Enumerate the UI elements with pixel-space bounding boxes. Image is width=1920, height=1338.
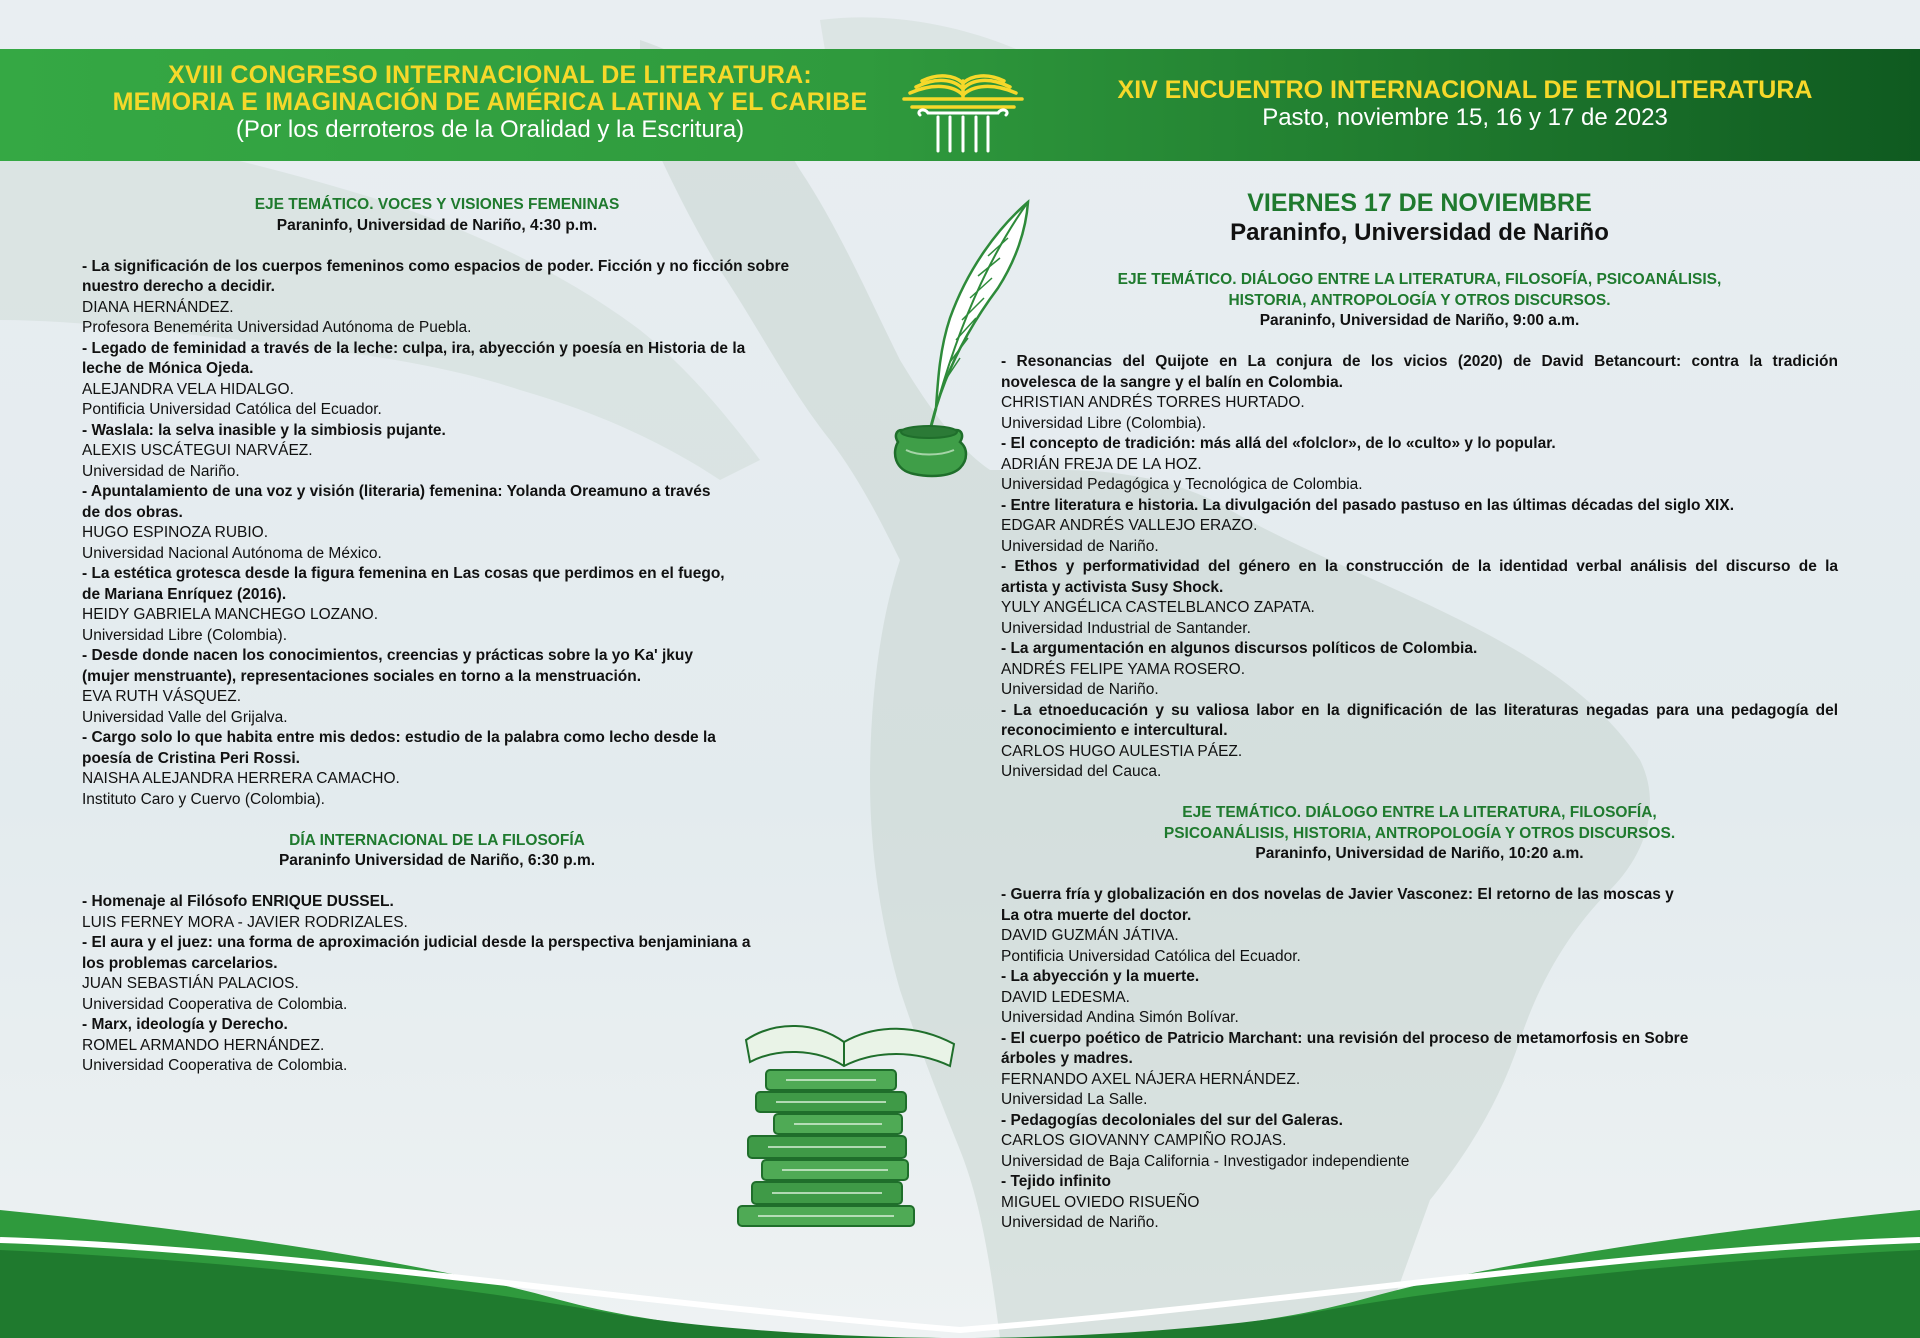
- talk-title: (mujer menstruante), representaciones sociales en torno a la menstruación.: [82, 667, 642, 685]
- header-banner: [0, 49, 1920, 161]
- talk-title: reconocimiento e intercultural.: [1001, 722, 1228, 739]
- talk-title: - El concepto de tradición: más allá del «folclor», de lo «culto» y lo popular.: [1001, 435, 1556, 452]
- talk-item: [1001, 701, 1838, 783]
- section-heading: DÍA INTERNACIONAL DE LA FILOSOFÍA: [289, 831, 585, 849]
- talk-institution: Universidad Valle del Grijalva.: [82, 708, 288, 726]
- talk-title: - La estética grotesca desde la figura femenina en Las cosas que perdimos en el fuego,: [82, 565, 725, 582]
- talk-author: FERNANDO AXEL NÁJERA HERNÁNDEZ.: [1001, 1070, 1301, 1088]
- section-heading: EJE TEMÁTICO. VOCES Y VISIONES FEMENINAS: [254, 196, 620, 213]
- talk-author: CHRISTIAN ANDRÉS TORRES HURTADO.: [1001, 394, 1305, 411]
- talk-title: de Mariana Enríquez (2016).: [82, 585, 287, 603]
- talk-institution: Universidad de Baja California - Investigador independiente: [1001, 1152, 1410, 1170]
- talk-author: HEIDY GABRIELA MANCHEGO LOZANO.: [82, 606, 379, 623]
- talk-author: EDGAR ANDRÉS VALLEJO ERAZO.: [1001, 517, 1258, 534]
- meeting-title-block: [1085, 76, 1845, 132]
- talk-institution: Pontificia Universidad Católica del Ecuador.: [82, 401, 382, 418]
- talk-item: [1001, 967, 1838, 1029]
- talk-title: - La etnoeducación y su valiosa labor en la dignificación de las literaturas negadas para una pedagogía del: [1001, 701, 1838, 719]
- talk-institution: Instituto Caro y Cuervo (Colombia).: [82, 790, 325, 808]
- talk-author: ALEJANDRA VELA HIDALGO.: [82, 380, 294, 398]
- congress-subtitle: (Por los derroteros de la Oralidad y la Escritura): [235, 116, 745, 143]
- talk-title: - Legado de feminidad a través de la leche: culpa, ira, abyección y poesía en Historia de la: [82, 339, 746, 357]
- talk-list: [82, 892, 792, 1077]
- right-program-column: [1001, 188, 1838, 1234]
- talk-author: ADRIÁN FREJA DE LA HOZ.: [1001, 455, 1202, 473]
- talk-institution: Universidad Cooperativa de Colombia.: [82, 995, 348, 1013]
- talk-institution: Universidad Nacional Autónoma de México.: [82, 544, 382, 562]
- congress-title-line1: XVIII CONGRESO INTERNACIONAL DE LITERATURA:: [168, 61, 812, 89]
- talk-title: - Guerra fría y globalización en dos novelas de Javier Vasconez: El retorno de las moscas y: [1001, 886, 1674, 903]
- talk-title: - El aura y el juez: una forma de aproximación judicial desde la perspectiva benjaminiana a: [82, 934, 751, 951]
- talk-institution: Universidad Industrial de Santander.: [1001, 619, 1251, 637]
- talk-item: [82, 1015, 792, 1077]
- talk-list: [1001, 885, 1838, 1234]
- talk-item: [1001, 496, 1838, 558]
- talk-author: HUGO ESPINOZA RUBIO.: [82, 524, 269, 541]
- talk-title: - La argumentación en algunos discursos políticos de Colombia.: [1001, 640, 1478, 657]
- talk-title: nuestro derecho a decidir.: [82, 278, 275, 295]
- talk-title: leche de Mónica Ojeda.: [82, 360, 254, 377]
- talk-title: poesía de Cristina Peri Rossi.: [82, 749, 300, 767]
- talk-author: NAISHA ALEJANDRA HERRERA CAMACHO.: [82, 770, 400, 787]
- talk-item: [1001, 1111, 1838, 1173]
- talk-title: - Ethos y performatividad del género en la construcción de la identidad verbal análisis del discurso de la: [1001, 558, 1838, 575]
- talk-item: [1001, 1172, 1838, 1234]
- talk-item: [82, 646, 792, 728]
- congress-title-block: [100, 62, 880, 143]
- open-book-column-icon: [898, 55, 1028, 155]
- talk-author: MIGUEL OVIEDO RISUEÑO: [1001, 1193, 1200, 1211]
- talk-title: La otra muerte del doctor.: [1001, 906, 1192, 924]
- talk-item: [1001, 1029, 1838, 1111]
- talk-author: YULY ANGÉLICA CASTELBLANCO ZAPATA.: [1001, 599, 1315, 616]
- section-dia-filosofia: [82, 831, 792, 1077]
- talk-title: - Resonancias del Quijote en La conjura de los vicios (2020) de David Betancourt: contra la tradición: [1001, 353, 1838, 370]
- congress-title-line2: MEMORIA E IMAGINACIÓN DE AMÉRICA LATINA Y EL CARIBE: [112, 88, 868, 116]
- talk-author: LUIS FERNEY MORA - JAVIER RODRIZALES.: [82, 913, 408, 931]
- talk-institution: Universidad Andina Simón Bolívar.: [1001, 1009, 1239, 1026]
- talk-title: los problemas carcelarios.: [82, 954, 278, 972]
- talk-title: - Pedagogías decoloniales del sur del Galeras.: [1001, 1111, 1343, 1129]
- talk-title: - El cuerpo poético de Patricio Marchant: una revisión del proceso de metamorfosis en Sobre: [1001, 1029, 1689, 1047]
- section-venue: Paraninfo Universidad de Nariño, 6:30 p.m.: [278, 852, 596, 869]
- talk-institution: Pontificia Universidad Católica del Ecuador.: [1001, 947, 1301, 965]
- talk-institution: Universidad Libre (Colombia).: [1001, 414, 1207, 432]
- section-heading: PSICOANÁLISIS, HISTORIA, ANTROPOLOGÍA Y OTROS DISCURSOS.: [1163, 824, 1676, 842]
- meeting-date-place: Pasto, noviembre 15, 16 y 17 de 2023: [1262, 104, 1668, 131]
- talk-author: ANDRÉS FELIPE YAMA ROSERO.: [1001, 660, 1246, 678]
- talk-institution: Universidad La Salle.: [1001, 1091, 1148, 1108]
- talk-title: - Waslala: la selva inasible y la simbiosis pujante.: [82, 421, 446, 439]
- section-dialogo-1020am: [1001, 803, 1838, 1234]
- talk-title: novelesca de la sangre y el balín en Colombia.: [1001, 373, 1343, 391]
- talk-title: - Apuntalamiento de una voz y visión (literaria) femenina: Yolanda Oreamuno a través: [82, 483, 711, 500]
- talk-title: - Desde donde nacen los conocimientos, creencias y prácticas sobre la yo Ka' jkuy: [82, 647, 693, 664]
- talk-author: JUAN SEBASTIÁN PALACIOS.: [82, 975, 299, 992]
- talk-item: [82, 257, 792, 339]
- section-heading: EJE TEMÁTICO. DIÁLOGO ENTRE LA LITERATURA, FILOSOFÍA, PSICOANÁLISIS,: [1117, 271, 1722, 288]
- section-heading: HISTORIA, ANTROPOLOGÍA Y OTROS DISCURSOS.: [1228, 291, 1611, 309]
- talk-item: [82, 892, 792, 933]
- section-voces-femeninas: [82, 195, 792, 810]
- talk-title: artista y activista Susy Shock.: [1001, 578, 1224, 596]
- talk-institution: Universidad Pedagógica y Tecnológica de Colombia.: [1001, 476, 1363, 493]
- talk-item: [1001, 434, 1838, 496]
- talk-institution: Universidad de Nariño.: [82, 462, 240, 480]
- talk-institution: Universidad de Nariño.: [1001, 537, 1159, 555]
- talk-title: árboles y madres.: [1001, 1050, 1133, 1067]
- meeting-title: XIV ENCUENTRO INTERNACIONAL DE ETNOLITERATURA: [1117, 76, 1813, 104]
- talk-title: - Marx, ideología y Derecho.: [82, 1016, 288, 1033]
- talk-title: - Cargo solo lo que habita entre mis dedos: estudio de la palabra como lecho desde la: [82, 729, 716, 746]
- talk-institution: Universidad Libre (Colombia).: [82, 626, 288, 644]
- talk-title: - Entre literatura e historia. La divulgación del pasado pastuso en las últimas décadas del siglo XIX.: [1001, 496, 1735, 514]
- talk-item: [82, 728, 792, 810]
- day-title: VIERNES 17 DE NOVIEMBRE: [1247, 189, 1592, 217]
- talk-author: CARLOS GIOVANNY CAMPIÑO ROJAS.: [1001, 1132, 1287, 1149]
- left-program-column: [82, 195, 792, 1077]
- talk-institution: Profesora Benemérita Universidad Autónoma de Puebla.: [82, 319, 472, 336]
- talk-institution: Universidad de Nariño.: [1001, 1214, 1159, 1231]
- day-venue: Paraninfo, Universidad de Nariño: [1230, 219, 1609, 246]
- talk-title: - La significación de los cuerpos femeninos como espacios de poder. Ficción y no ficción sobre: [82, 257, 790, 275]
- talk-title: - La abyección y la muerte.: [1001, 968, 1200, 985]
- talk-institution: Universidad Cooperativa de Colombia.: [82, 1057, 348, 1074]
- talk-title: de dos obras.: [82, 503, 183, 521]
- talk-institution: Universidad de Nariño.: [1001, 681, 1159, 698]
- talk-item: [82, 564, 792, 646]
- talk-item: [1001, 639, 1838, 701]
- talk-author: ALEXIS USCÁTEGUI NARVÁEZ.: [82, 442, 313, 459]
- talk-author: ROMEL ARMANDO HERNÁNDEZ.: [82, 1036, 325, 1054]
- talk-title: - Homenaje al Filósofo ENRIQUE DUSSEL.: [82, 893, 394, 910]
- talk-author: DAVID LEDESMA.: [1001, 988, 1130, 1006]
- talk-item: [1001, 557, 1838, 639]
- talk-author: DIANA HERNÁNDEZ.: [82, 298, 234, 316]
- talk-list: [82, 257, 792, 811]
- talk-item: [1001, 352, 1838, 434]
- section-venue: Paraninfo, Universidad de Nariño, 10:20 a.m.: [1255, 845, 1584, 862]
- talk-list: [1001, 352, 1838, 783]
- section-venue: Paraninfo, Universidad de Nariño, 4:30 p.m.: [276, 216, 598, 234]
- section-venue: Paraninfo, Universidad de Nariño, 9:00 a.m.: [1259, 312, 1580, 329]
- talk-institution: Universidad del Cauca.: [1001, 763, 1162, 780]
- talk-item: [82, 339, 792, 421]
- talk-item: [1001, 885, 1838, 967]
- talk-item: [82, 482, 792, 564]
- talk-title: - Tejido infinito: [1001, 1173, 1111, 1190]
- section-dialogo-9am: [1001, 270, 1838, 783]
- talk-author: EVA RUTH VÁSQUEZ.: [82, 688, 242, 705]
- section-heading: EJE TEMÁTICO. DIÁLOGO ENTRE LA LITERATURA, FILOSOFÍA,: [1182, 804, 1657, 821]
- talk-item: [82, 421, 792, 483]
- talk-item: [82, 933, 792, 1015]
- talk-author: CARLOS HUGO AULESTIA PÁEZ.: [1001, 742, 1243, 760]
- talk-author: DAVID GUZMÁN JÁTIVA.: [1001, 927, 1179, 944]
